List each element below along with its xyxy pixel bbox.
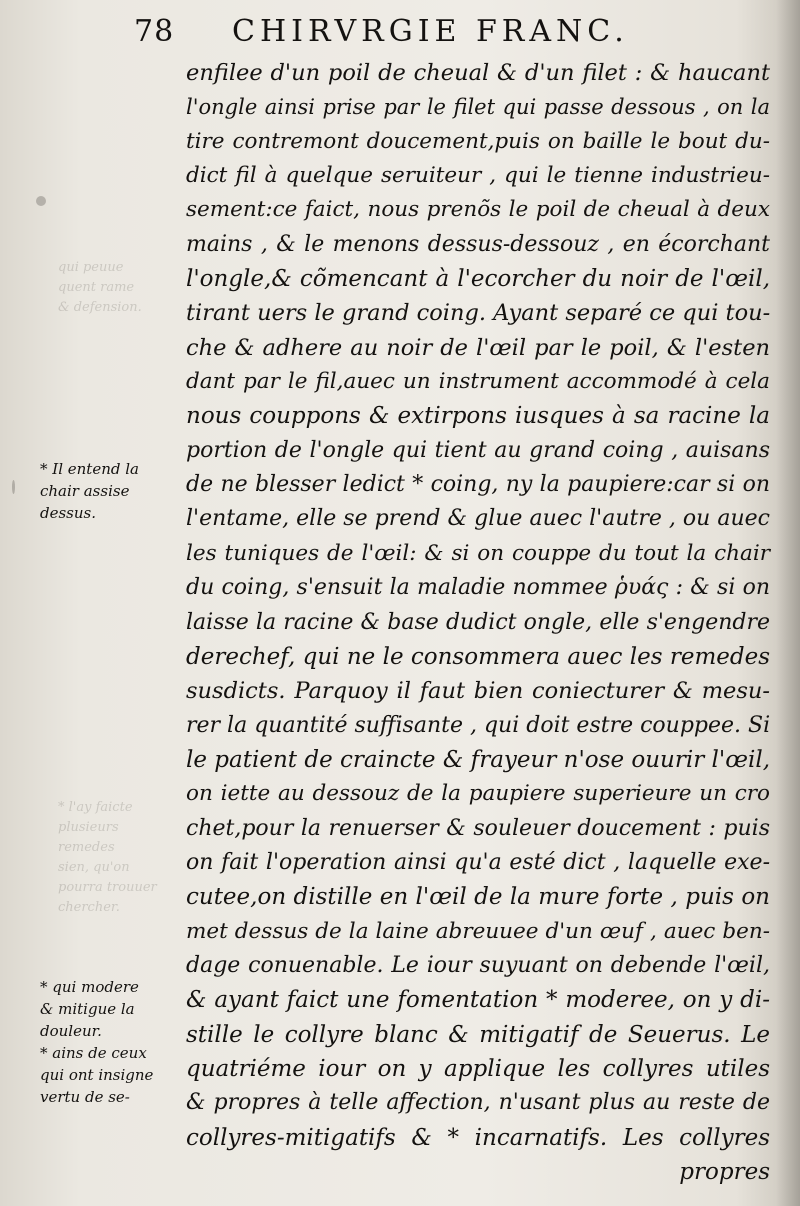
text-line: dage conuenable. Le iour suyuant on debende l'œil, — [186, 952, 770, 978]
bleed-through-line: quent rame — [58, 280, 135, 295]
text-line: l'entame, elle se prend & glue auec l'autre , ou auec — [186, 506, 770, 532]
bleed-through-line: chercher. — [58, 900, 120, 915]
text-line: rer la quantité suffisante , qui doit estre couppee. Si — [186, 712, 771, 738]
margin-note-line: douleur. — [40, 1022, 102, 1040]
bleed-through-text — [58, 798, 178, 918]
page-edge-shadow — [776, 0, 800, 1206]
bleed-through-line: sien, qu'on — [58, 860, 130, 875]
text-line: met dessus de la laine abreuuee d'un œuf , auec ben- — [186, 918, 770, 944]
text-line: on fait l'operation ainsi qu'a esté dict , laquelle exe- — [186, 849, 770, 875]
text-line: dant par le fil,auec un instrument accommodé à cela — [186, 369, 770, 395]
text-line: sement:ce faict, nous prenõs le poil de cheual à deux — [186, 197, 770, 223]
margin-note-line: qui ont insigne — [40, 1066, 154, 1084]
text-line: mains , & le menons dessus-dessouz , en écorchant — [186, 231, 770, 257]
text-line: dict fil à quelque seruiteur , qui le tienne industrieu- — [186, 163, 770, 189]
margin-note-line: * Il entend la — [40, 460, 139, 478]
bleed-through-text — [58, 258, 178, 318]
text-line: laisse la racine & base dudict ongle, elle s'engendre — [186, 609, 770, 635]
text-line: derechef, qui ne le consommera auec les remedes — [186, 643, 770, 670]
text-line: les tuniques de l'œil: & si on couppe du tout la chair — [186, 540, 770, 566]
margin-note-line: & mitigue la — [40, 1000, 135, 1018]
text-line: on iette au dessouz de la paupiere superieure un cro — [186, 781, 770, 807]
text-line: quatriéme iour on y applique les collyres utiles — [186, 1055, 770, 1082]
text-line: l'ongle ainsi prise par le filet qui passe dessous , on la — [186, 95, 770, 120]
text-line: du coing, s'ensuit la maladie nommee ῥυάς : & si on — [186, 575, 770, 601]
bleed-through-line: qui peuue — [58, 260, 124, 275]
text-line: susdicts. Parquoy il faut bien coniecturer & mesu- — [186, 678, 770, 705]
paper-stain — [36, 196, 46, 206]
bleed-through-line: & defension. — [58, 300, 142, 315]
text-line: che & adhere au noir de l'œil par le poil, & l'esten — [186, 334, 770, 361]
text-line: de ne blesser ledict * coing, ny la paupiere:car si on — [186, 472, 770, 498]
text-line: tire contremont doucement,puis on baille le bout du- — [186, 128, 770, 154]
margin-note-line: chair assise — [40, 482, 130, 500]
text-line: cutee,on distille en l'œil de la mure forte , puis on — [186, 884, 770, 911]
paper-stain — [12, 480, 15, 494]
bleed-through-line: pourra trouuer — [58, 880, 157, 895]
text-line: le patient de craincte & frayeur n'ose ouurir l'œil, — [186, 746, 770, 773]
margin-note — [40, 458, 182, 524]
text-line: chet,pour la renuerser & souleuer doucement : puis — [186, 815, 770, 841]
margin-note-line: * qui modere — [40, 978, 139, 996]
text-line: nous couppons & extirpons iusques à sa racine la — [186, 403, 770, 430]
text-line: collyres-mitigatifs & * incarnatifs. Les collyres — [186, 1124, 770, 1151]
bleed-through-line: * l'ay faicte — [58, 800, 133, 815]
text-line: & ayant faict une fomentation * moderee, on y di- — [186, 987, 770, 1014]
margin-note — [40, 976, 182, 1108]
bleed-through-line: plusieurs — [58, 820, 119, 835]
page-number: 78 — [134, 14, 175, 49]
margin-note-line: * ains de ceux — [40, 1044, 147, 1062]
text-line: l'ongle,& cõmencant à l'ecorcher du noir de l'œil, — [186, 266, 770, 293]
catchword: propres — [679, 1159, 770, 1185]
bleed-through-line: remedes — [58, 840, 115, 855]
text-line: & propres à telle affection, n'usant plus au reste de — [186, 1090, 770, 1116]
margin-note-line: vertu de se- — [40, 1088, 130, 1106]
text-line: stille le collyre blanc & mitigatif de Seuerus. Le — [186, 1021, 770, 1048]
text-line: enfilee d'un poil de cheual & d'un filet : & haucant — [186, 60, 770, 86]
text-line: portion de l'ongle qui tient au grand coing , auisans — [186, 437, 770, 463]
text-line: tirant uers le grand coing. Ayant separé ce qui tou- — [186, 300, 771, 327]
body-text-block — [186, 56, 770, 1189]
running-head: CHIRVRGIE FRANC. — [232, 14, 629, 49]
margin-note-line: dessus. — [40, 504, 97, 522]
